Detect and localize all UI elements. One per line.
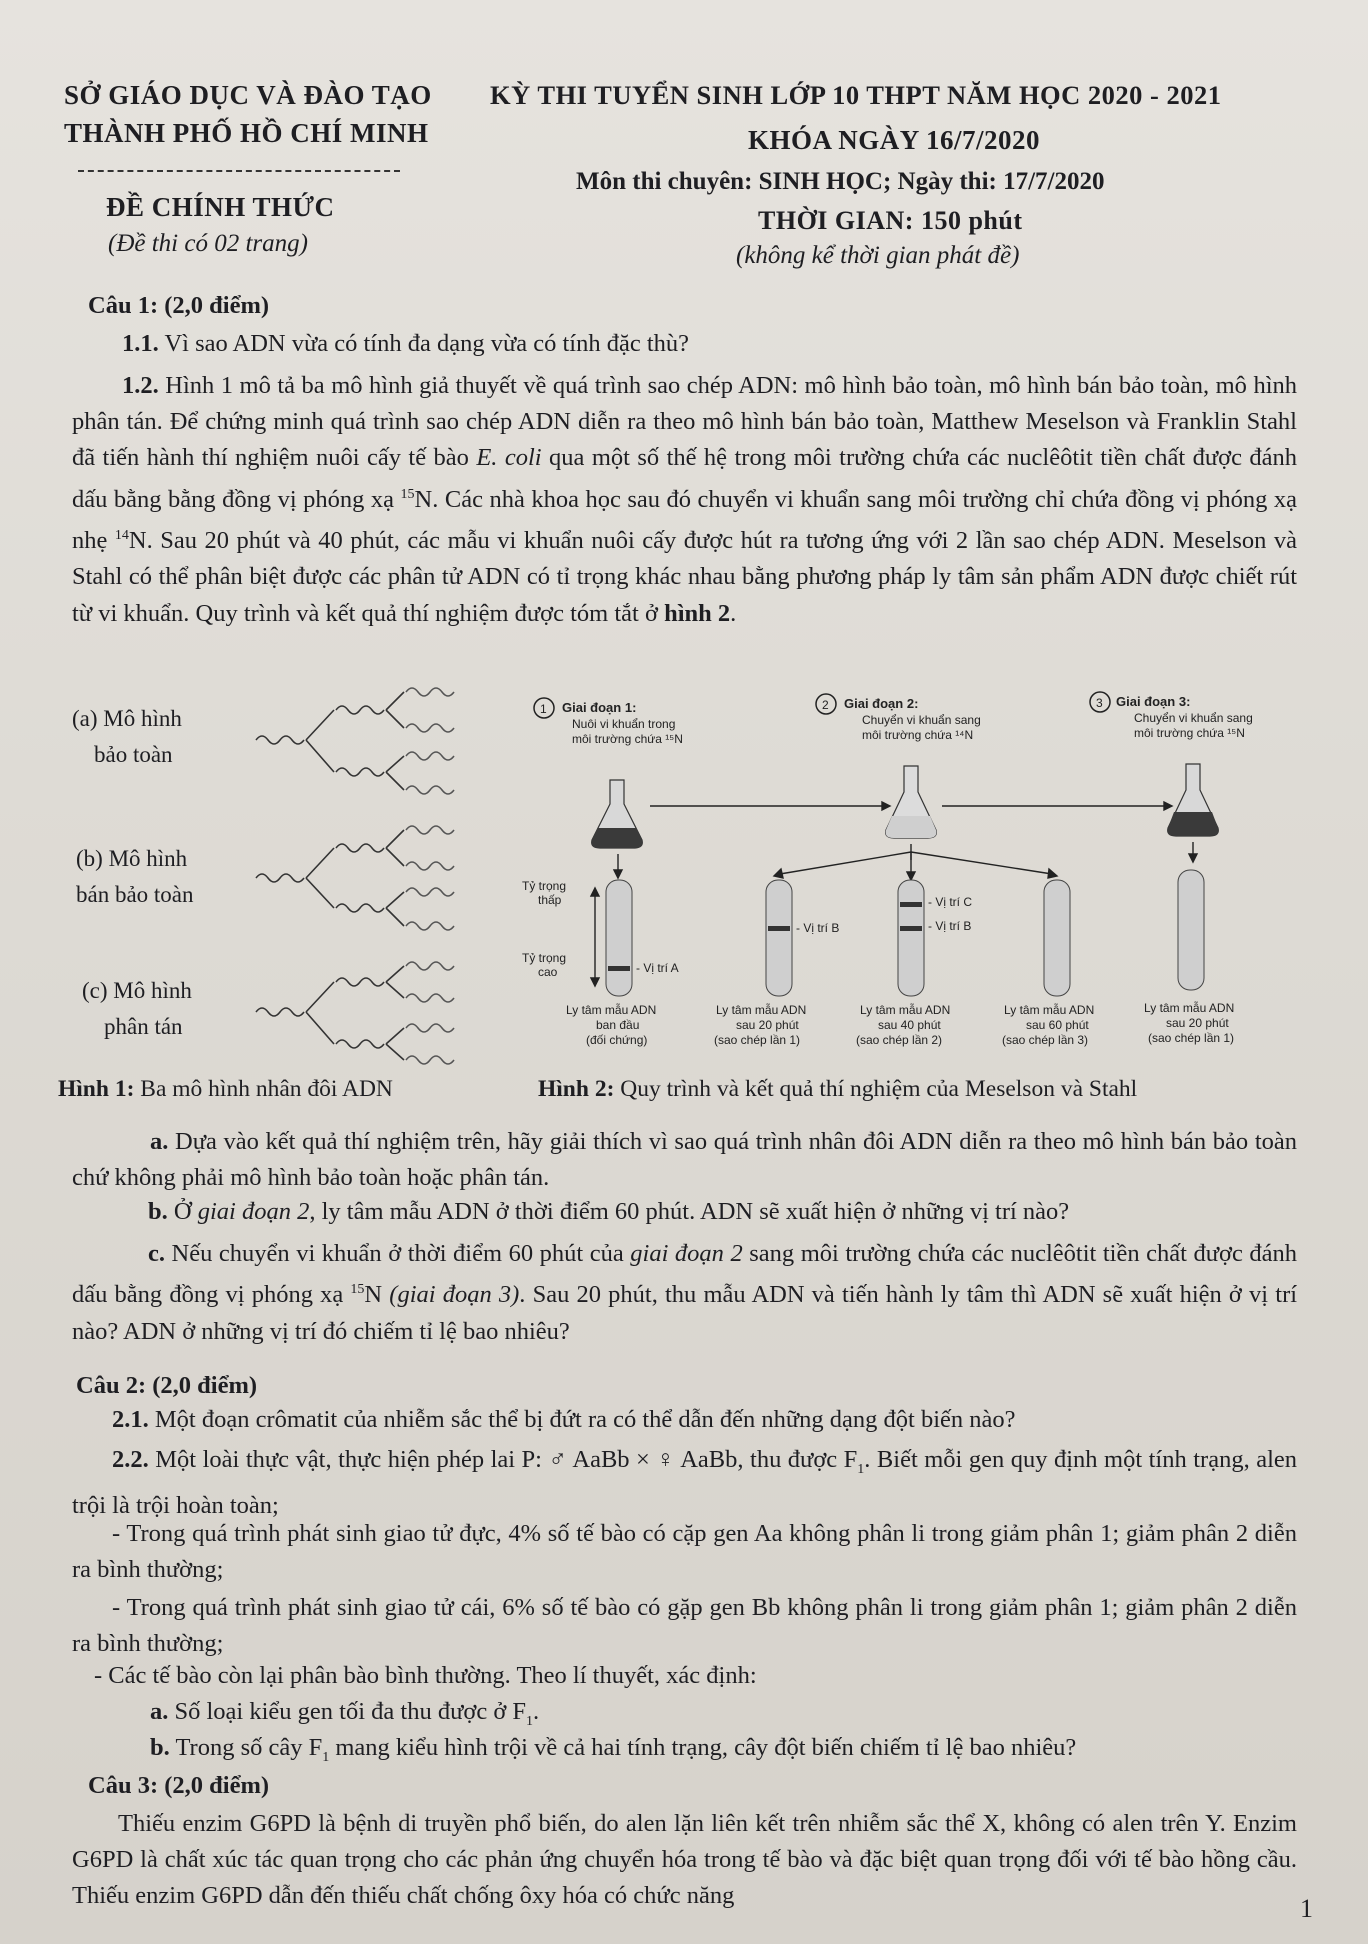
tube-5-caption-2: sau 20 phút (1166, 1016, 1229, 1030)
q1-1: 1.1. Vì sao ADN vừa có tính đa dạng vừa có tính đặc thù? (122, 330, 690, 357)
low-density-label-2: thấp (538, 893, 562, 907)
tube-3 (898, 880, 924, 996)
tube-1-caption-2: ban đầu (596, 1018, 640, 1032)
question-3-title: Câu 3: (2,0 điểm) (88, 1772, 270, 1799)
question-2-title: Câu 2: (2,0 điểm) (76, 1372, 258, 1399)
stage-2-number: 2 (822, 698, 829, 712)
model-c-label-2: phân tán (104, 1014, 183, 1039)
tube-3-caption-2: sau 40 phút (878, 1018, 941, 1032)
stage-1-line-1: Nuôi vi khuẩn trong (572, 717, 676, 731)
tube-1-caption-3: (đối chứng) (586, 1033, 648, 1047)
q2-condition-2: - Trong quá trình phát sinh giao tử cái, 6% số tế bào có gặp gen Bb không phân li trong giảm phân 1; giảm phân 2 diễn ra bình thường; (72, 1594, 1297, 1658)
flask-3 (1168, 764, 1219, 836)
q1-2: 1.2. Hình 1 mô tả ba mô hình giả thuyết về quá trình sao chép ADN: mô hình bảo toàn, mô hình bán bảo toàn, mô hình phân tán. Để chứng minh quá trình sao chép ADN diễn ra theo mô hình bán bảo toàn, Matthew Meselson và Franklin Stahl đã tiến hành thí nghiệm nuôi cấy tế bào E. coli qua một số thế hệ trong môi trường chứa các nuclêôtit tiền chất được đánh dấu bằng bằng đồng vị phóng xạ $^{15}$N. Các nhà khoa học sau đó chuyển vi khuẩn sang môi trường chỉ chứa đồng vị phóng xạ nhẹ $^{14}$N. Sau 20 phút và 40 phút, các mẫu vi khuẩn nuôi cấy được hút ra tương ứng với 2 lần sao chép ADN. Meselson và Stahl có thể phân biệt được các phân tử ADN có tỉ trọng khác nhau bằng phương pháp ly tâm sản phẩm ADN được chiết rút từ vi khuẩn. Quy trình và kết quả thí nghiệm được tóm tắt ở hình 2. (72, 372, 1298, 627)
stage-3-title: Giai đoạn 3: (1116, 694, 1191, 709)
tube-2-caption-1: Ly tâm mẫu ADN (716, 1003, 807, 1017)
position-b-label-1: - Vị trí B (796, 921, 840, 935)
meselson-stahl-diagram (500, 680, 1320, 1080)
flask-2 (886, 766, 937, 838)
dna-models-diagram (250, 676, 480, 1076)
model-a-label-2: bảo toàn (94, 742, 173, 767)
flask-1 (592, 780, 643, 848)
tube-4 (1044, 880, 1070, 996)
model-c-helices (256, 962, 454, 1064)
tube-4-caption-1: Ly tâm mẫu ADN (1004, 1003, 1095, 1017)
model-b-helices (256, 826, 454, 930)
high-density-label-1: Tỷ trọng (522, 951, 567, 965)
tube-4-caption-2: sau 60 phút (1026, 1018, 1089, 1032)
position-b-label-2: - Vị trí B (928, 919, 972, 933)
tube-2-caption-3: (sao chép lần 1) (714, 1033, 801, 1047)
position-a-label: - Vị trí A (636, 961, 679, 975)
q3-text: Thiếu enzim G6PD là bệnh di truyền phổ biến, do alen lặn liên kết trên nhiễm sắc thể X, không có alen trên Y. Enzim G6PD là chất xúc tác quan trọng cho các phản ứng chuyển hóa trong tế bào và đặc biệt quan trọng đối với tế bào hồng cầu. Thiếu enzim G6PD dẫn đến thiếu chất chống ôxy hóa có chức năng (72, 1810, 1297, 1910)
q1-part-b: b. Ở giai đoạn 2, ly tâm mẫu ADN ở thời điểm 60 phút. ADN sẽ xuất hiện ở những vị trí nào? (148, 1198, 1070, 1225)
tube-5-caption-3: (sao chép lần 1) (1148, 1031, 1235, 1045)
low-density-label-1: Tỷ trọng (522, 879, 567, 893)
duration-note: (không kể thời gian phát đề) (736, 242, 1020, 269)
tube-5-caption-1: Ly tâm mẫu ADN (1144, 1001, 1235, 1015)
q2-2: 2.2. Một loài thực vật, thực hiện phép lai P: ♂ AaBb × ♀ AaBb, thu được $F_1$. Biết mỗi gen quy định một tính trạng, alen trội là trội hoàn toàn; (72, 1446, 1297, 1520)
exam-subject: Môn thi chuyên: SINH HỌC; Ngày thi: 17/7/2020 (576, 168, 1105, 195)
exam-session: KHÓA NGÀY 16/7/2020 (748, 125, 1041, 155)
stage-2-title: Giai đoạn 2: (844, 696, 919, 711)
figure-2-caption: Hình 2: Quy trình và kết quả thí nghiệm của Meselson và Stahl (538, 1076, 1138, 1102)
tube-4-caption-3: (sao chép lần 3) (1002, 1033, 1089, 1047)
tube-5 (1178, 870, 1204, 990)
model-a-helices (256, 688, 454, 794)
q1-part-c: c. Nếu chuyển vi khuẩn ở thời điểm 60 phút của giai đoạn 2 sang môi trường chứa các nuclêôtit tiền chất được đánh dấu bằng đồng vị phóng xạ $^{15}$N (giai đoạn 3). Sau 20 phút, thu mẫu ADN và tiến hành ly tâm thì ADN sẽ xuất hiện ở vị trí nào? ADN ở những vị trí đó chiếm tỉ lệ bao nhiêu? (72, 1240, 1298, 1345)
q2-condition-3: - Các tế bào còn lại phân bào bình thường. Theo lí thuyết, xác định: (94, 1662, 757, 1689)
tube-2-caption-2: sau 20 phút (736, 1018, 799, 1032)
q2-1: 2.1. Một đoạn crômatit của nhiễm sắc thể bị đứt ra có thể dẫn đến những dạng đột biến nào? (112, 1406, 1016, 1433)
stage-2-line-2: môi trường chứa ¹⁴N (862, 728, 974, 742)
stage-3-line-2: môi trường chứa ¹⁵N (1134, 726, 1245, 740)
page-number: 1 (1300, 1894, 1313, 1923)
stage-3-number: 3 (1096, 696, 1103, 710)
tube-3-caption-1: Ly tâm mẫu ADN (860, 1003, 951, 1017)
high-density-label-2: cao (538, 965, 558, 979)
pages-note: (Đề thi có 02 trang) (108, 230, 308, 257)
model-c-label-1: (c) Mô hình (82, 978, 192, 1003)
model-b-label-1: (b) Mô hình (76, 846, 188, 871)
department-name: SỞ GIÁO DỤC VÀ ĐÀO TẠO (64, 80, 432, 110)
stage-1-number: 1 (540, 702, 547, 716)
stage-2-line-1: Chuyển vi khuẩn sang (862, 713, 981, 727)
tube-1-caption-1: Ly tâm mẫu ADN (566, 1003, 657, 1017)
tube-3-caption-3: (sao chép lần 2) (856, 1033, 943, 1047)
model-b-label-2: bán bảo toàn (76, 882, 194, 907)
q2-part-a: a. Số loại kiểu gen tối đa thu được ở $F_1$. (150, 1698, 540, 1729)
header-divider (78, 170, 400, 172)
tube-1 (606, 880, 632, 996)
q2-part-b: b. Trong số cây $F_1$ mang kiểu hình trội về cả hai tính trạng, cây đột biến chiếm tỉ lệ bao nhiêu? (150, 1734, 1077, 1765)
exam-duration: THỜI GIAN: 150 phút (758, 206, 1023, 235)
figure-1-caption: Hình 1: Ba mô hình nhân đôi ADN (58, 1076, 393, 1102)
model-a-label-1: (a) Mô hình (72, 706, 182, 731)
position-c-label: - Vị trí C (928, 895, 972, 909)
exam-title: KỲ THI TUYỂN SINH LỚP 10 THPT NĂM HỌC 2020 - 2021 (490, 80, 1222, 110)
stage-3-line-1: Chuyển vi khuẩn sang (1134, 711, 1253, 725)
tube-2 (766, 880, 792, 996)
city-name: THÀNH PHỐ HỒ CHÍ MINH (64, 118, 429, 148)
question-1-title: Câu 1: (2,0 điểm) (88, 292, 270, 319)
official-label: ĐỀ CHÍNH THỨC (106, 192, 335, 222)
stage-1-title: Giai đoạn 1: (562, 700, 637, 715)
q1-part-a: a. Dựa vào kết quả thí nghiệm trên, hãy giải thích vì sao quá trình nhân đôi ADN diễn ra theo mô hình bán bảo toàn chứ không phải mô hình bảo toàn hoặc phân tán. (72, 1128, 1298, 1192)
stage-1-line-2: môi trường chứa ¹⁵N (572, 732, 683, 746)
q2-condition-1: - Trong quá trình phát sinh giao tử đực, 4% số tế bào có cặp gen Aa không phân li trong giảm phân 1; giảm phân 2 diễn ra bình thường; (72, 1520, 1297, 1584)
